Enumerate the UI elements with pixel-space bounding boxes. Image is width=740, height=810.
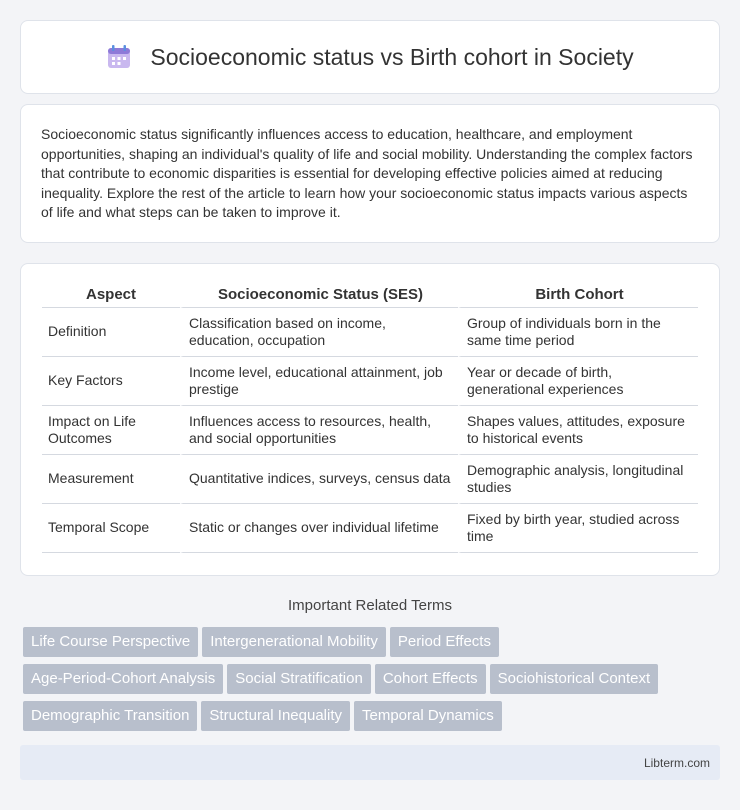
table-cell: Definition: [42, 308, 180, 357]
related-term-tag[interactable]: Intergenerational Mobility: [202, 627, 386, 657]
table-cell: Fixed by birth year, studied across time: [458, 504, 698, 553]
table-cell: Temporal Scope: [42, 504, 180, 553]
table-row: [42, 308, 698, 357]
comparison-table-card: [20, 263, 720, 576]
header-ses: Socioeconomic Status (SES): [180, 284, 458, 308]
intro-card: [20, 104, 720, 243]
table-row: [42, 504, 698, 553]
table-cell: Shapes values, attitudes, exposure to historical events: [458, 406, 698, 455]
table-cell: Influences access to resources, health, and social opportunities: [180, 406, 458, 455]
related-terms-title: Important Related Terms: [288, 597, 452, 614]
header-aspect: Aspect: [42, 284, 180, 308]
related-term-tag[interactable]: Structural Inequality: [201, 701, 350, 731]
related-term-tag[interactable]: Cohort Effects: [375, 664, 486, 694]
related-term-tag[interactable]: Period Effects: [390, 627, 499, 657]
table-row: [42, 406, 698, 455]
table-header-row: [42, 284, 698, 308]
title-card: [20, 20, 720, 94]
table-cell: Impact on Life Outcomes: [42, 406, 180, 455]
footer: [20, 745, 720, 780]
table-cell: Static or changes over individual lifetime: [180, 504, 458, 553]
table-cell: Measurement: [42, 455, 180, 504]
related-term-tag[interactable]: Demographic Transition: [23, 701, 197, 731]
related-term-tag[interactable]: Sociohistorical Context: [490, 664, 659, 694]
footer-site-link[interactable]: Libterm.com: [643, 756, 710, 770]
related-term-tag[interactable]: Temporal Dynamics: [354, 701, 502, 731]
calendar-icon: [106, 44, 132, 70]
table-cell: Year or decade of birth, generational experiences: [458, 357, 698, 406]
comparison-table: [42, 284, 698, 553]
table-cell: Key Factors: [42, 357, 180, 406]
page-title: Socioeconomic status vs Birth cohort in Society: [150, 43, 634, 70]
table-row: [42, 455, 698, 504]
table-row: [42, 357, 698, 406]
table-cell: Income level, educational attainment, job prestige: [180, 357, 458, 406]
table-cell: Quantitative indices, surveys, census data: [180, 455, 458, 504]
table-cell: Classification based on income, education, occupation: [180, 308, 458, 357]
related-terms-list: [23, 627, 723, 738]
related-term-tag[interactable]: Age-Period-Cohort Analysis: [23, 664, 223, 694]
table-cell: Demographic analysis, longitudinal studies: [458, 455, 698, 504]
table-cell: Group of individuals born in the same time period: [458, 308, 698, 357]
header-birth-cohort: Birth Cohort: [458, 284, 698, 308]
related-term-tag[interactable]: Social Stratification: [227, 664, 371, 694]
intro-paragraph: Socioeconomic status significantly influences access to education, healthcare, and employment opportunities, shaping an individual's quality of life and social mobility. Understanding the complex factors that contribute to economic disparities is essential for developing effective policies aimed at reducing inequality. Explore the rest of the article to learn how your socioeconomic status impacts various aspects of life and what steps can be taken to improve it.: [41, 126, 693, 220]
related-term-tag[interactable]: Life Course Perspective: [23, 627, 198, 657]
